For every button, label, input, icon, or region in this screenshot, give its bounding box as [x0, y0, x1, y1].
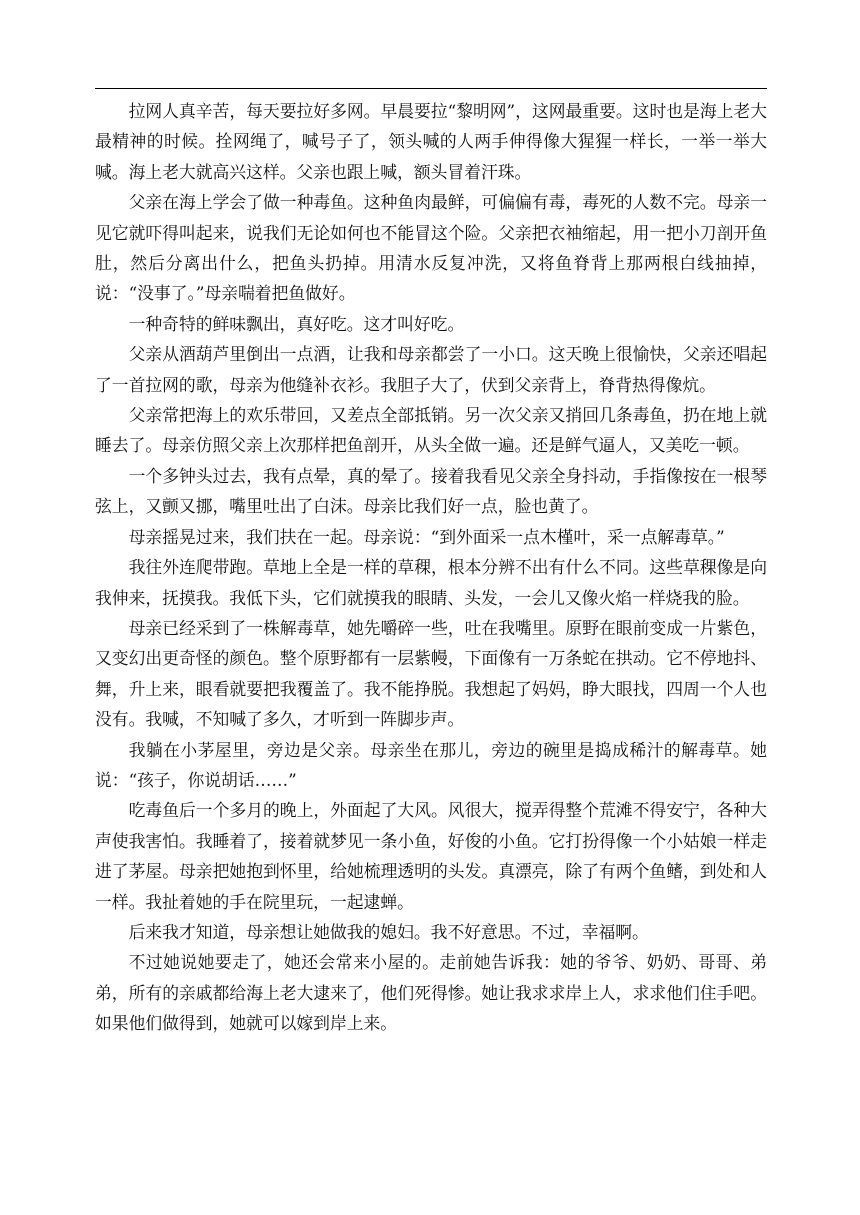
paragraph: 母亲摇晃过来，我们扶在一起。母亲说：“到外面采一点木槿叶，采一点解毒草。” — [128, 526, 725, 547]
paragraph: 不过她说她要走了，她还会常来小屋的。走前她告诉我：她的爷爷、奶奶、哥哥、弟弟，所有的亲戚都给海上老大逮来了，他们死得惨。她让我求求岸上人，求求他们住手吧。如果他们做得到，她就可以嫁到岸上来。 — [95, 952, 767, 1034]
paragraph: 父亲在海上学会了做一种毒鱼。这种鱼肉最鲜，可偏偏有毒，毒死的人数不完。母亲一见它就吓得叫起来，说我们无论如何也不能冒这个险。父亲把衣袖缩起，用一把小刀剖开鱼肚，然后分离出什么，把鱼头扔掉。用清水反复冲洗，又将鱼脊背上那两根白线抽掉，说：“没事了。”母亲喘着把鱼做好。 — [95, 192, 767, 304]
header-rule — [95, 88, 767, 89]
paragraph: 父亲从酒葫芦里倒出一点酒，让我和母亲都尝了一小口。这天晚上很愉快，父亲还唱起了一首拉网的歌，母亲为他缝补衣衫。我胆子大了，伏到父亲背上，脊背热得像炕。 — [95, 344, 767, 395]
paragraph: 一个多钟头过去，我有点晕，真的晕了。接着我看见父亲全身抖动，手指像按在一根琴弦上，又颤又挪，嘴里吐出了白沫。母亲比我们好一点，脸也黄了。 — [95, 465, 767, 517]
paragraph: 后来我才知道，母亲想让她做我的媳妇。我不好意思。不过，幸福啊。 — [128, 921, 649, 942]
paragraph: 我躺在小茅屋里，旁边是父亲。母亲坐在那儿，旁边的碗里是捣成稀汁的解毒草。她说：“孩子，你说胡话……” — [95, 739, 767, 790]
paragraph: 拉网人真辛苦，每天要拉好多网。早晨要拉“黎明网”，这网最重要。这时也是海上老大最精神的时候。拴网绳了，喊号子了，领头喊的人两手伸得像大猩猩一样长，一举一举大喊。海上老大就高兴这样。父亲也跟上喊，额头冒着汗珠。 — [95, 101, 767, 182]
article-body — [95, 96, 767, 1039]
paragraph: 吃毒鱼后一个多月的晚上，外面起了大风。风很大，搅弄得整个荒滩不得安宁，各种大声使我害怕。我睡着了，接着就梦见一条小鱼，好俊的小鱼。它打扮得像一个小姑娘一样走进了茅屋。母亲把她抱到怀里，给她梳理透明的头发。真漂亮，除了有两个鱼鳍，到处和人一样。我扯着她的手在院里玩，一起逮蝉。 — [95, 800, 767, 912]
paragraph: 一种奇特的鲜味飘出，真好吃。这才叫好吃。 — [128, 313, 465, 334]
paragraph: 父亲常把海上的欢乐带回，又差点全部抵销。另一次父亲又捎回几条毒鱼，扔在地上就睡去了。母亲仿照父亲上次那样把鱼剖开，从头全做一遍。还是鲜气逼人，又美吃一顿。 — [95, 405, 767, 456]
paragraph: 我往外连爬带跑。草地上全是一样的草稞，根本分辨不出有什么不同。这些草稞像是向我伸来，抚摸我。我低下头，它们就摸我的眼睛、头发，一会儿又像火焰一样烧我的脸。 — [95, 557, 767, 608]
paragraph: 母亲已经采到了一株解毒草，她先嚼碎一些，吐在我嘴里。原野在眼前变成一片紫色，又变幻出更奇怪的颜色。整个原野都有一层紫幔，下面像有一万条蛇在拱动。它不停地抖、舞，升上来，眼看就要把我覆盖了。我不能挣脱。我想起了妈妈，睁大眼找，四周一个人也没有。我喊，不知喊了多久，才听到一阵脚步声。 — [95, 617, 767, 730]
